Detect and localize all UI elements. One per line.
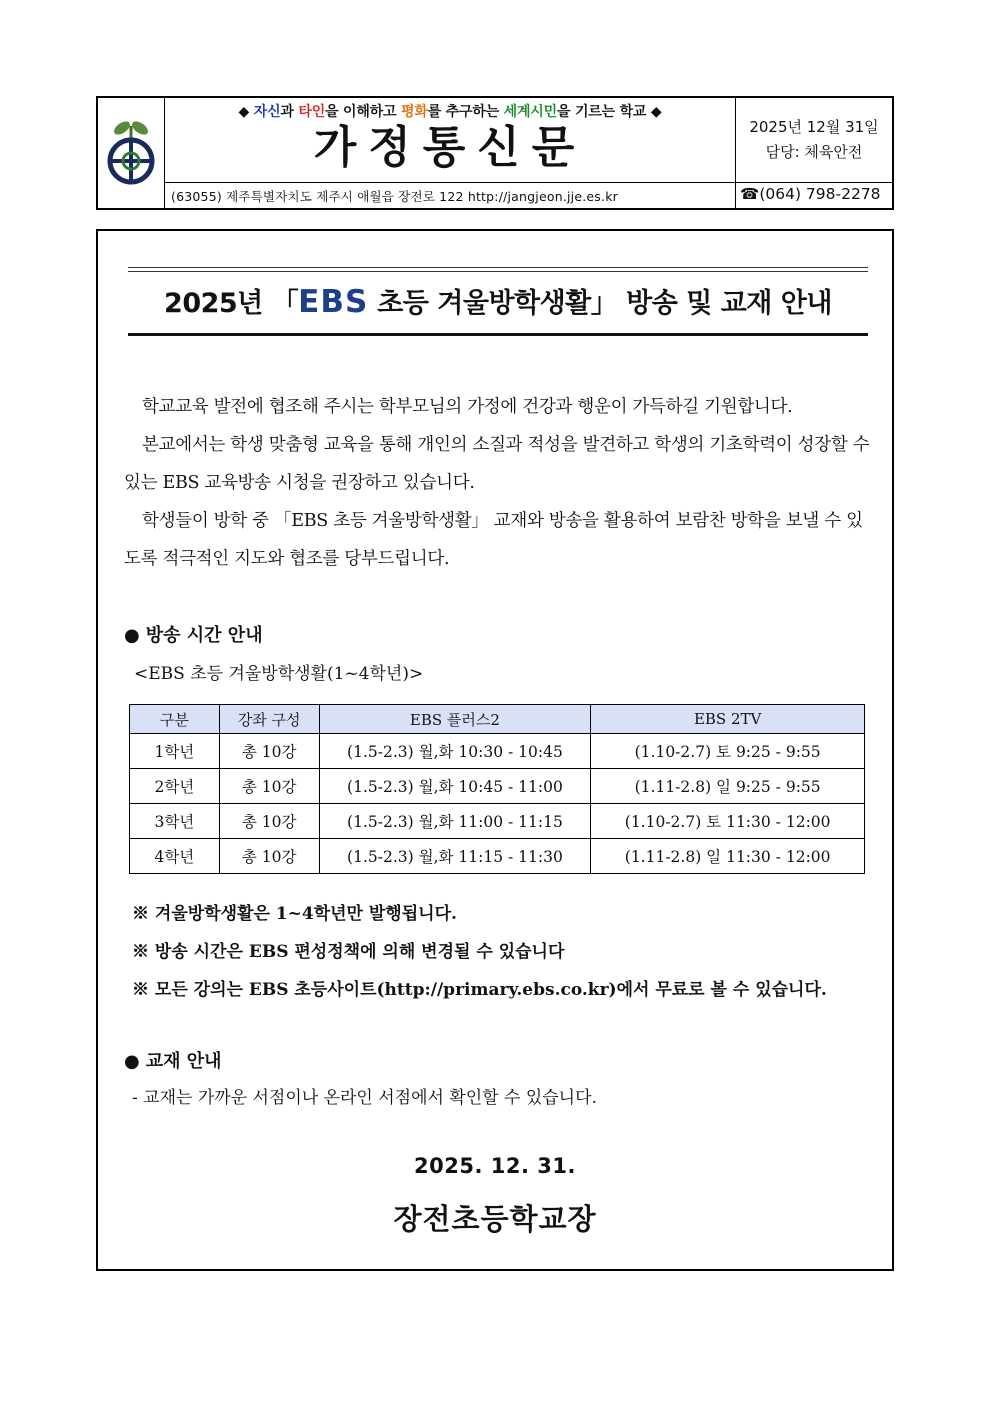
phone-number: (064) 798-2278 (759, 185, 881, 203)
manager-label: 담당: 체육안전 (765, 143, 863, 161)
title-rule-top-second (128, 271, 868, 272)
issue-date: 2025년 12월 31일 (749, 118, 879, 136)
school-logo-icon (98, 98, 164, 208)
school-logo-cell (98, 98, 165, 208)
column-header: 구분 (130, 705, 220, 734)
school-address: (63055) 제주특별자치도 제주시 애월읍 장전로 122 http://jangjeon.jje.es.kr (171, 189, 618, 204)
address-cell (165, 183, 736, 208)
request-paragraph: 학생들이 방학 중 「EBS 초등 겨울방학생활」 교재와 방송을 활용하여 보람찬 방학을 보낼 수 있도록 적극적인 지도와 협조를 당부드립니다. (124, 511, 863, 569)
table-cell: (1.11-2.8) 일 9:25 - 9:55 (591, 769, 865, 804)
table-cell: (1.10-2.7) 토 11:30 - 12:00 (591, 804, 865, 839)
note-item: ※ 방송 시간은 EBS 편성정책에 의해 변경될 수 있습니다 (132, 942, 565, 962)
broadcast-schedule-table (129, 704, 865, 874)
newsletter-title: 가정통신문 (313, 122, 587, 173)
ebs-logo-text: EBS (298, 284, 369, 320)
textbook-section-heading: ● 교재 안내 (124, 1051, 222, 1072)
note-item: ※ 겨울방학생활은 1~4학년만 발행됩니다. (132, 904, 457, 924)
phone-cell (736, 183, 892, 208)
textbook-info: - 교재는 가까운 서점이나 온라인 서점에서 확인할 수 있습니다. (132, 1088, 597, 1108)
date-cell (736, 98, 892, 183)
phone-number-line (740, 185, 881, 203)
table-cell: 총 10강 (219, 839, 319, 874)
table-cell: 4학년 (130, 839, 220, 874)
title-rule-bottom (128, 333, 868, 336)
title-cell (165, 98, 736, 183)
school-motto: ◆ 자신과 타인을 이해하고 평화를 추구하는 세계시민을 기르는 학교 ◆ (238, 104, 662, 120)
title-rule-top (128, 267, 868, 268)
table-cell: (1.11-2.8) 일 11:30 - 12:00 (591, 839, 865, 874)
document-title: 2025년 「EBS 초등 겨울방학생활」 방송 및 교재 안내 (164, 284, 832, 320)
newsletter-header (96, 96, 894, 210)
column-header: EBS 2TV (591, 705, 865, 734)
table-row (130, 734, 865, 769)
signature-date: 2025. 12. 31. (414, 1154, 576, 1178)
table-header-row (130, 705, 865, 734)
table-cell: 1학년 (130, 734, 220, 769)
table-row (130, 839, 865, 874)
greeting-paragraph: 학교교육 발전에 협조해 주시는 학부모님의 가정에 건강과 행운이 가득하길 기원합니다. (142, 397, 793, 417)
table-cell: (1.5-2.3) 월,화 10:30 - 10:45 (319, 734, 591, 769)
table-cell: 3학년 (130, 804, 220, 839)
intro-paragraph: 본교에서는 학생 맞춤형 교육을 통해 개인의 소질과 적성을 발견하고 학생의 기초학력이 성장할 수 있는 EBS 교육방송 시청을 권장하고 있습니다. (124, 435, 870, 493)
table-cell: (1.10-2.7) 토 9:25 - 9:55 (591, 734, 865, 769)
table-cell: 총 10강 (219, 804, 319, 839)
broadcast-subheading: <EBS 초등 겨울방학생활(1~4학년)> (134, 664, 424, 684)
letter-body (96, 229, 894, 1271)
principal-signature: 장전초등학교장 (393, 1202, 597, 1236)
column-header: EBS 플러스2 (319, 705, 591, 734)
broadcast-notes (132, 895, 827, 1009)
phone-icon: ☎ (740, 185, 760, 203)
table-row (130, 804, 865, 839)
table-cell: 총 10강 (219, 734, 319, 769)
note-item: ※ 모든 강의는 EBS 초등사이트(http://primary.ebs.co.kr)에서 무료로 볼 수 있습니다. (132, 980, 827, 1000)
column-header: 강좌 구성 (219, 705, 319, 734)
table-cell: 총 10강 (219, 769, 319, 804)
table-cell: 2학년 (130, 769, 220, 804)
table-cell: (1.5-2.3) 월,화 11:00 - 11:15 (319, 804, 591, 839)
table-cell: (1.5-2.3) 월,화 10:45 - 11:00 (319, 769, 591, 804)
table-cell: (1.5-2.3) 월,화 11:15 - 11:30 (319, 839, 591, 874)
table-row (130, 769, 865, 804)
broadcast-section-heading: ● 방송 시간 안내 (124, 625, 263, 646)
